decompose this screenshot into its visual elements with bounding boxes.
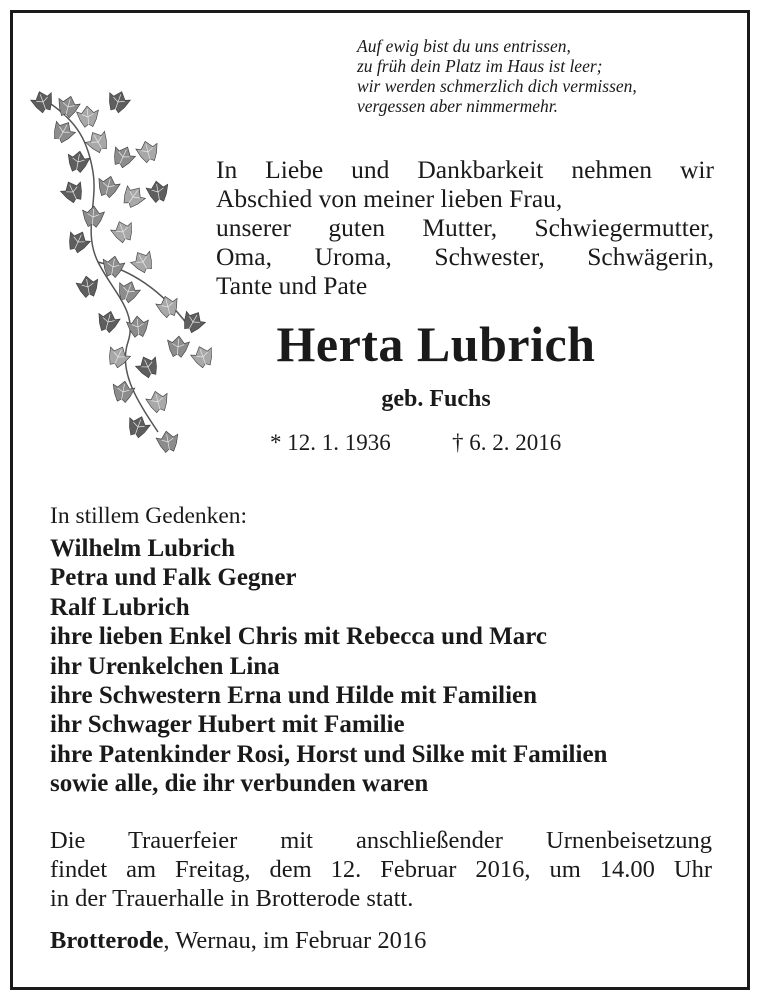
ivy-leaf (75, 274, 100, 299)
mourner-line: Petra und Falk Gegner (50, 564, 297, 592)
ivy-leaf (109, 218, 137, 245)
ivy-leaf (155, 294, 182, 320)
maiden-name: geb. Fuchs (381, 386, 491, 412)
farewell-text (216, 155, 714, 300)
mourner-line: ihre lieben Enkel Chris mit Rebecca und Marc (50, 623, 547, 651)
ivy-leaf (135, 139, 162, 165)
place-town: Brotterode (50, 927, 164, 954)
ivy-leaf (178, 307, 208, 336)
service-line: in der Trauerhalle in Brotterode statt. (50, 885, 414, 912)
intro-line: In Liebe und Dankbarkeit nehmen wir (216, 155, 714, 184)
ivy-leaf (104, 342, 133, 370)
ivy-leaf (48, 117, 78, 146)
ivy-leaf (189, 343, 217, 370)
poem-line: Auf ewig bist du uns entrissen, (357, 36, 571, 56)
place-rest: , Wernau, im Februar 2016 (163, 927, 427, 954)
death-date: † 6. 2. 2016 (452, 430, 562, 455)
ivy-leaves-icon (18, 82, 223, 462)
poem-line: wir werden schmerzlich dich vermissen, (357, 76, 637, 96)
ivy-leaf (155, 429, 180, 454)
mourner-line: ihr Schwager Hubert mit Familie (50, 711, 405, 739)
ivy-leaf (65, 149, 90, 174)
ivy-leaf (104, 88, 132, 115)
ivy-leaf (109, 142, 138, 170)
intro-line: Abschied von meiner lieben Frau, (216, 184, 563, 213)
ivy-leaf (95, 309, 122, 335)
ivy-leaf (110, 379, 135, 404)
mourners-list (50, 534, 712, 799)
intro-line: Oma, Uroma, Schwester, Schwägerin, (216, 242, 714, 271)
mourner-line: sowie alle, die ihr verbunden waren (50, 770, 429, 798)
place-and-date (50, 926, 426, 955)
funeral-service-info (50, 826, 712, 913)
ivy-leaf (166, 335, 190, 358)
ivy-leaf (29, 88, 57, 115)
ivy-leaf (55, 94, 82, 120)
mourner-line: ihre Schwestern Erna und Hilde mit Familien (50, 682, 538, 710)
ivy-leaf (76, 105, 100, 128)
ivy-leaf (133, 352, 162, 380)
ivy-leaf (100, 254, 125, 279)
ivy-leaf (64, 227, 93, 255)
ivy-leaf (114, 278, 142, 305)
service-line: Die Trauerfeier mit anschließender Urnenbeisetzung (50, 827, 712, 854)
ivy-leaf (81, 205, 105, 228)
ivy-leaf (145, 389, 172, 415)
mourner-line: Ralf Lubrich (50, 593, 190, 621)
ivy-leaf (95, 174, 122, 200)
ivy-leaf (118, 182, 148, 212)
intro-line: unserer guten Mutter, Schwiegermutter, (216, 213, 714, 242)
ivy-leaf (145, 179, 170, 204)
memorial-poem (357, 36, 697, 116)
ivy-leaf (128, 247, 158, 276)
intro-line: Tante und Pate (216, 271, 368, 300)
mourner-line: ihr Urenkelchen Lina (50, 652, 280, 680)
poem-line: zu früh dein Platz im Haus ist leer; (357, 56, 603, 76)
birth-date: * 12. 1. 1936 (270, 430, 391, 455)
service-line: findet am Freitag, dem 12. Februar 2016, um 14.00 Uhr (50, 856, 712, 883)
ivy-leaf (58, 177, 87, 205)
mourner-line: ihre Patenkinder Rosi, Horst und Silke mit Familien (50, 740, 608, 768)
mourner-line: Wilhelm Lubrich (50, 535, 235, 562)
deceased-name: Herta Lubrich (276, 316, 596, 372)
memory-heading: In stillem Gedenken: (50, 503, 248, 529)
poem-line: vergessen aber nimmermehr. (357, 96, 559, 116)
